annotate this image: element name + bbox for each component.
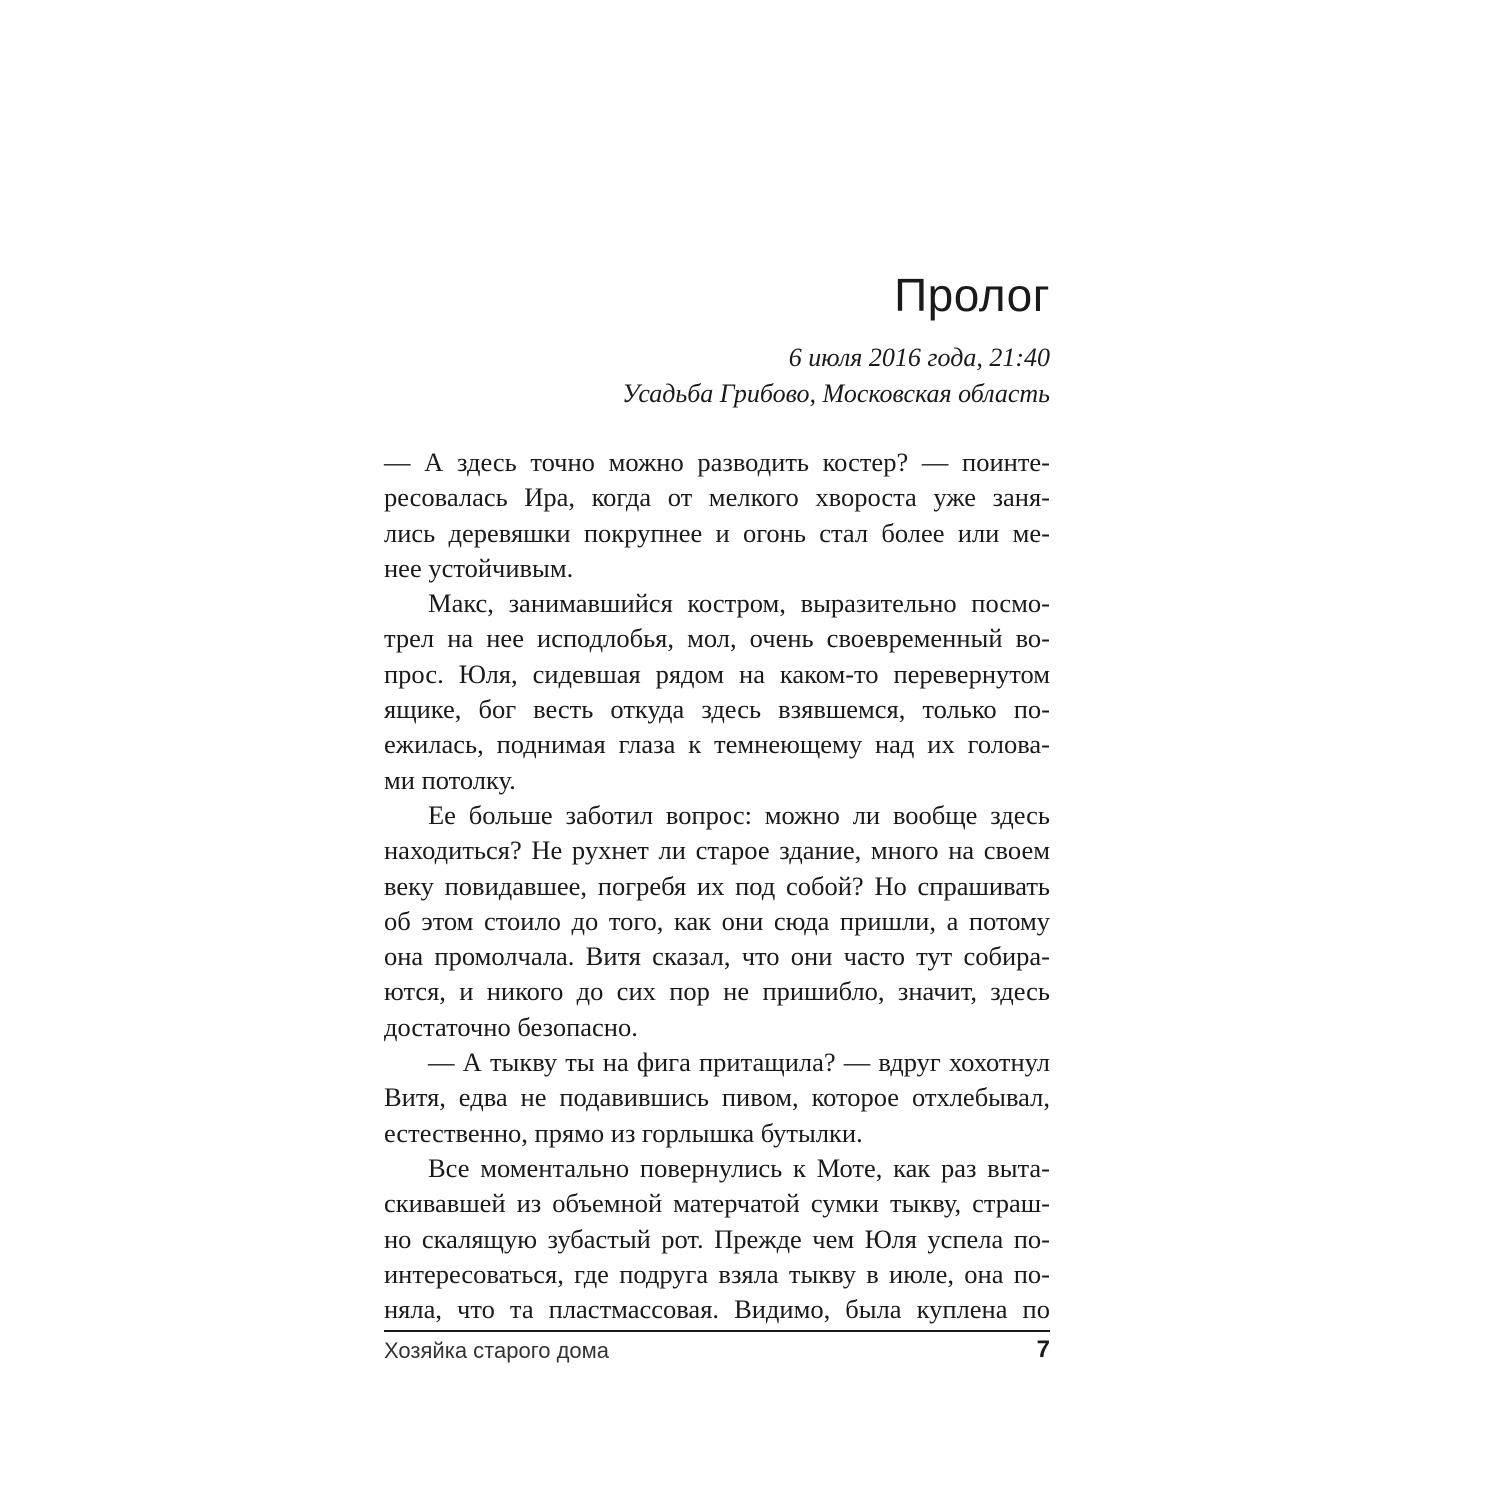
text-line: Все моментально повернулись к Моте, как раз выта-: [428, 1152, 1050, 1183]
body-text: [384, 445, 1050, 1327]
chapter-title: Пролог: [894, 269, 1050, 321]
text-line: лись деревяшки покрупнее и огонь стал более или ме-: [384, 517, 1050, 548]
text-line: находиться? Не рухнет ли старое здание, много на своем: [384, 835, 1050, 866]
paragraph: [384, 445, 1050, 586]
text-line: нее устойчивым.: [384, 552, 574, 583]
text-line: прос. Юля, сидевшая рядом на каком-то перевернутом: [384, 658, 1050, 689]
text-line: ются, и никого до сих пор не пришибло, значит, здесь: [384, 976, 1050, 1007]
text-line: но скалящую зубастый рот. Прежде чем Юля успела по-: [384, 1223, 1050, 1254]
text-line: няла, что та пластмассовая. Видимо, была куплена по: [384, 1294, 1050, 1325]
dateline: [622, 340, 1050, 412]
text-line: трел на нее исподлобья, мол, очень своевременный во-: [384, 623, 1050, 654]
text-line: — А тыкву ты на фига притащила? — вдруг хохотнул: [428, 1047, 1050, 1078]
text-line: веку повидавшее, погребя их под собой? Но спрашивать: [384, 870, 1050, 901]
text-line: Витя, едва не подавившись пивом, которое отхлебывал,: [384, 1082, 1050, 1113]
footer-book-title: Хозяйка старого дома: [384, 1338, 610, 1363]
text-line: ежилась, поднимая глаза к темнеющему над их голова-: [384, 729, 1050, 760]
text-line: ми потолку.: [384, 764, 516, 795]
dateline-place: Усадьба Грибово, Московская область: [622, 379, 1050, 408]
dateline-date: 6 июля 2016 года, 21:40: [788, 343, 1050, 372]
text-line: естественно, прямо из горлышка бутылки.: [384, 1117, 863, 1148]
footer-rule: [384, 1330, 1050, 1332]
page-number: 7: [1036, 1336, 1050, 1363]
text-line: скивавшей из объемной матерчатой сумки тыкву, страш-: [384, 1188, 1050, 1219]
paragraph: [384, 586, 1050, 798]
paragraph: [384, 1151, 1050, 1327]
text-line: достаточно безопасно.: [384, 1011, 638, 1042]
text-line: — А здесь точно можно разводить костер? — поинте-: [384, 447, 1050, 477]
paragraph: [384, 798, 1050, 1045]
paragraph: [384, 1045, 1050, 1151]
text-line: об этом стоило до того, как они сюда пришли, а потому: [384, 905, 1050, 936]
text-line: она промолчала. Витя сказал, что они часто тут собира-: [384, 941, 1050, 972]
text-line: Макс, занимавшийся костром, выразительно посмо-: [428, 588, 1050, 619]
text-line: ящике, бог весть откуда здесь взявшемся, только по-: [384, 694, 1050, 725]
text-line: Ее больше заботил вопрос: можно ли вообще здесь: [428, 799, 1050, 830]
text-line: интересоваться, где подруга взяла тыкву в июле, она по-: [384, 1258, 1050, 1289]
text-line: ресовалась Ира, когда от мелкого хвороста уже заня-: [384, 482, 1050, 513]
